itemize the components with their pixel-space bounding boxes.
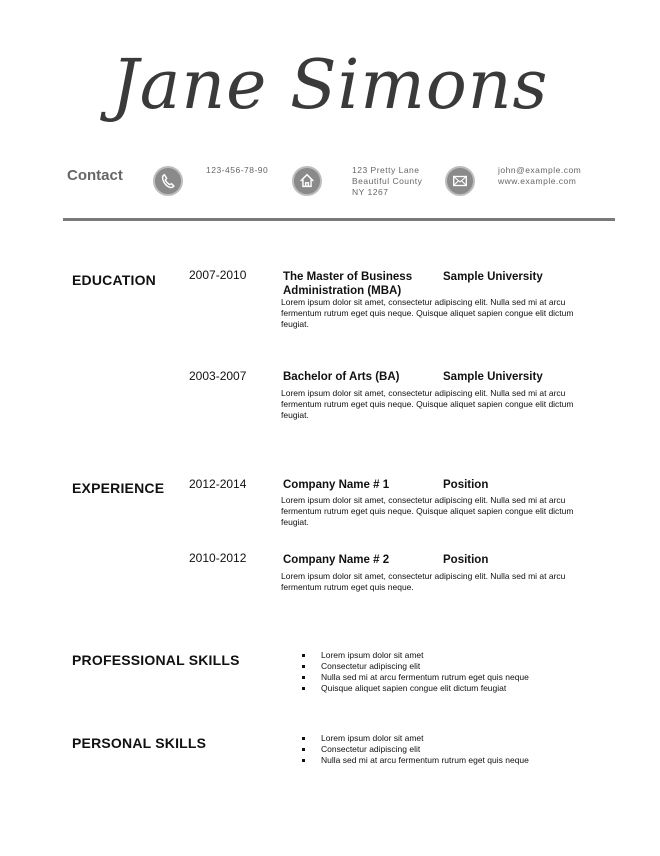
experience-position: Position [443,479,489,491]
education-school: Sample University [443,371,543,383]
home-icon [292,166,322,196]
skill-item: Consectetur adipiscing elit [302,744,529,755]
personal-skills-heading: PERSONAL SKILLS [72,735,207,751]
contact-label: Contact [67,167,123,184]
contact-website[interactable]: www.example.com [498,176,577,186]
education-years: 2003-2007 [189,369,247,383]
experience-company: Company Name # 1 [283,479,390,491]
skill-item: Quisque aliquet sapien congue elit dictum feugiat [302,683,529,694]
education-description: Lorem ipsum dolor sit amet, consectetur adipiscing elit. Nulla sed mi at arcu fermentum rutrum eget quis neque. Quisque aliquet sapien congue elit dictum feugiat. [281,388,574,420]
experience-heading: EXPERIENCE [72,480,165,496]
education-description: Lorem ipsum dolor sit amet, consectetur adipiscing elit. Nulla sed mi at arcu fermentum rutrum eget quis neque. Quisque aliquet sapien congue elit dictum feugiat. [281,297,574,329]
education-heading: EDUCATION [72,272,156,288]
contact-email[interactable]: john@example.com [498,165,582,175]
experience-description: Lorem ipsum dolor sit amet, consectetur adipiscing elit. Nulla sed mi at arcu fermentum rutrum eget quis neque. Quisque aliquet sapien congue elit dictum feugiat. [281,495,574,527]
contact-web [498,165,581,187]
experience-company: Company Name # 2 [283,554,390,566]
personal-skills-list [302,733,529,766]
contact-address [352,165,422,198]
skill-item: Lorem ipsum dolor sit amet [302,733,529,744]
experience-years: 2010-2012 [189,551,247,565]
phone-icon [153,166,183,196]
skill-item: Consectetur adipiscing elit [302,661,529,672]
skill-item: Lorem ipsum dolor sit amet [302,650,529,661]
resume-name: Jane Simons [111,46,549,125]
education-degree: The Master of Business Administration (MBA) [283,271,413,297]
contact-phone: 123-456-78-90 [206,165,269,175]
experience-years: 2012-2014 [189,477,247,491]
address-line: Beautiful County [352,176,423,186]
skill-item: Nulla sed mi at arcu fermentum rutrum eget quis neque [302,672,529,683]
address-line: NY 1267 [352,187,389,197]
skill-item: Nulla sed mi at arcu fermentum rutrum eget quis neque [302,755,529,766]
education-years: 2007-2010 [189,268,247,282]
experience-position: Position [443,554,489,566]
professional-skills-heading: PROFESSIONAL SKILLS [72,652,240,668]
header-divider [63,218,615,221]
envelope-icon [445,166,475,196]
experience-description: Lorem ipsum dolor sit amet, consectetur adipiscing elit. Nulla sed mi at arcu fermentum rutrum eget quis neque. [281,571,566,592]
professional-skills-list [302,650,529,694]
address-line: 123 Pretty Lane [352,165,420,175]
education-degree: Bachelor of Arts (BA) [283,371,400,383]
education-school: Sample University [443,271,543,283]
